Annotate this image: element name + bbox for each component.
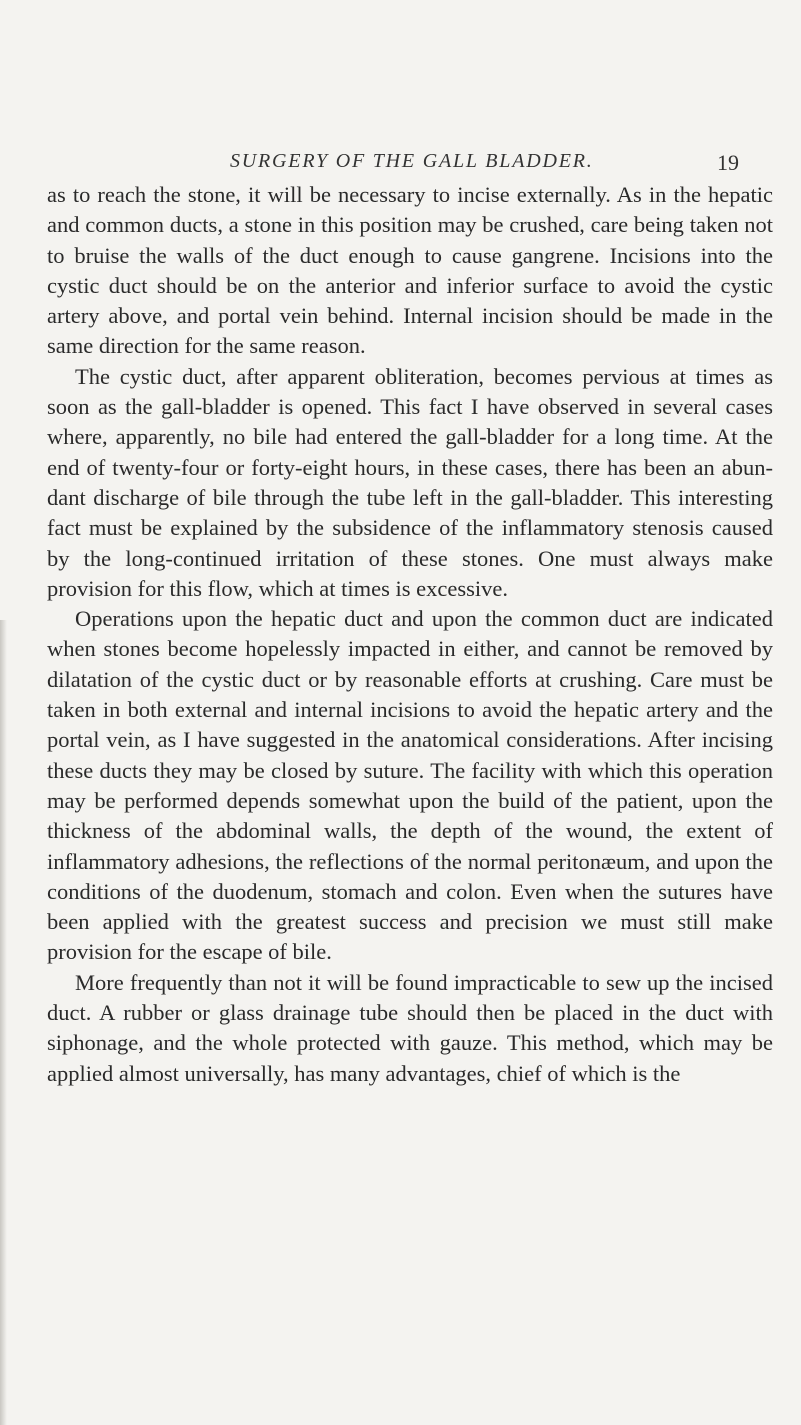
binding-gutter-shadow <box>0 620 7 1425</box>
page-number: 19 <box>717 150 739 175</box>
running-title: SURGERY OF THE GALL BLADDER. <box>230 150 594 172</box>
paragraph-4: More frequently than not it will be found impracticable to sew up the incised duct. A rubber or glass drainage tube should then be placed in the duct with siphonage, and the whole protected with gauze. This method, which may be applied almost universally, has many advantages, chief of which is the <box>47 969 773 1086</box>
paragraph-3: Operations upon the hepatic duct and upon the common duct are indicated when stones become hopelessly impacted in either, and cannot be removed by dilatation of the cystic duct or by reasonable efforts at crushing. Care must be taken in both external and internal incisions to avoid the hepatic artery and the portal vein, as I have suggested in the anatomical considerations. After incising these ducts they may be closed by suture. The facility with which this operation may be performed depends somewhat upon the build of the patient, upon the thickness of the abdominal walls, the depth of the wound, the extent of inflammatory adhesions, the reflections of the normal peritonæum, and upon the conditions of the duodenum, stomach and colon. Even when the sutures have been applied with the greatest success and precision we must still make provision for the escape of bile. <box>47 606 773 965</box>
paragraph-1: as to reach the stone, it will be necessary to incise externally. As in the hepatic and common ducts, a stone in this position may be crushed, care being taken not to bruise the walls of the duct enough to cause gangrene. Incisions into the cystic duct should be on the anterior and inferior surface to avoid the cystic artery above, and portal vein behind. Internal incision should be made in the same direction for the same reason. <box>47 182 773 359</box>
paragraph-2: The cystic duct, after apparent obliteration, becomes pervious at times as soon as the gall-bladder is opened. This fact I have observed in several cases where, apparently, no bile had entered the gall-bladder for a long time. At the end of twenty-four or forty-eight hours, in these cases, there has been an abundant discharge of bile through the tube left in the gall-bladder. This interesting fact must be explained by the subsidence of the inflammatory stenosis caused by the long-continued irritation of these stones. One must always make provision for this flow, which at times is excessive. <box>47 363 773 601</box>
body-text <box>47 180 773 1089</box>
